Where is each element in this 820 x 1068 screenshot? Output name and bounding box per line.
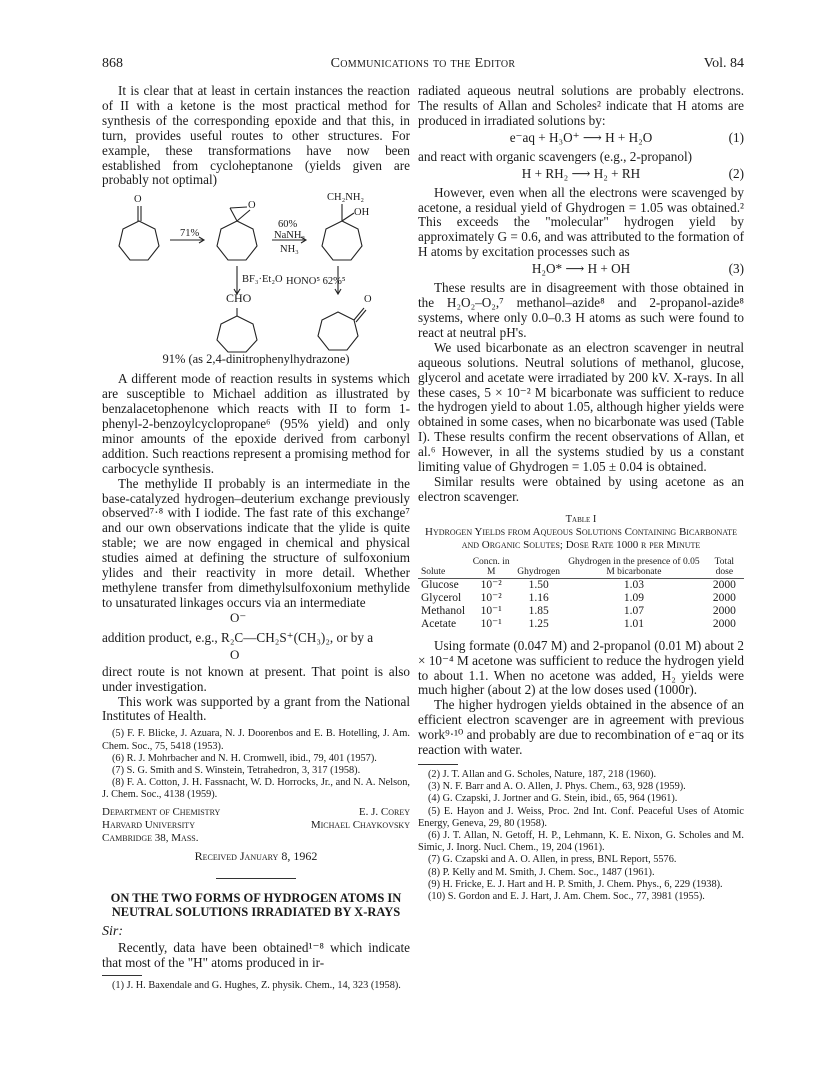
equation-text: e⁻aq + H₃O⁺ ⟶ H + H₂O [509, 129, 653, 145]
table-header: Ghydrogen [514, 556, 563, 579]
arrow2-label-yield: 60% [278, 219, 298, 231]
epoxide-ring [217, 221, 257, 260]
paragraph: Using formate (0.047 M) and 2-propanol (0.01 M) about 2 × 10⁻⁴ M acetone was sufficient to reduce the hydrogen yield to about 1.1. When no acetone was added, H₂ yields were much higher (about 2) at the low doses used (1000r). [418, 637, 744, 698]
table-cell: 2000 [712, 617, 736, 630]
formula-top: O⁻ [230, 609, 247, 625]
table-cell: Glycerol [421, 591, 462, 604]
salutation: Sir: [102, 923, 123, 939]
amine-substituent: CH₂NH₂ [327, 192, 365, 204]
reference: (4) G. Czapski, J. Jortner and G. Stein, ibid., 65, 964 (1961). [428, 793, 678, 805]
aldehyde-ring [217, 316, 257, 352]
paragraph: The methylide II probably is an intermediate in the base-catalyzed hydrogen–deuterium exchange previously observed⁷·⁸ with I iodide. The fast rate of this exchange⁷ and our own observations indicate that the ylide is quite stable; we are now engaged in chemical and physical studies aimed at defining the structure of sulfoxonium ylides and their reactivity in more detail. Whether methylene transfer from dimethylsulfoxonium methylide to unsaturated linkages occurs via an intermediate [102, 475, 410, 610]
ketone-o-label: O [364, 294, 372, 306]
reference: (9) H. Fricke, E. J. Hart and H. P. Smith, J. Chem. Phys., 6, 229 (1938). [428, 878, 723, 890]
equation-number: (1) [728, 129, 744, 145]
paragraph: Similar results were obtained by using acetone as an electron scavenger. [418, 473, 744, 504]
table-cell: 1.16 [528, 591, 549, 604]
journal-section-title: Communications to the Editor [330, 56, 516, 71]
paragraph: direct route is not known at present. That point is also under investigation. [102, 663, 410, 694]
paragraph: It is clear that at least in certain instances the reaction of II with a ketone is the most practical method for synthesis of the corresponding epoxide and that this, in turn, provides useful routes to other structures. For example, these transformations have now been established from cycloheptanone (yields given are probably not optimal) [102, 83, 410, 188]
arrow2-label-reagent: NaNH₂ [274, 230, 306, 242]
equation-number: (3) [728, 261, 744, 277]
divider [216, 878, 296, 879]
table-cell: 2000 [712, 591, 736, 604]
author-1: E. J. Corey [358, 805, 410, 818]
data-table [418, 556, 744, 631]
paragraph: Recently, data have been obtained¹⁻⁸ which indicate that most of the "H" atoms produced in ir- [102, 940, 410, 971]
table-cell: 2000 [712, 604, 736, 617]
table-cell: 10⁻² [480, 578, 502, 591]
reference: (6) R. J. Mohrbacher and N. H. Cromwell, ibid., 79, 401 (1957). [112, 752, 377, 764]
table-label: Table I [565, 513, 597, 525]
table-cell: Acetate [421, 617, 457, 630]
reference: (7) S. G. Smith and S. Winstein, Tetrahedron, 3, 317 (1958). [112, 764, 361, 776]
equation-1 [418, 131, 744, 148]
table-cell: Methanol [421, 604, 466, 617]
reference: (3) N. F. Barr and A. O. Allen, J. Phys. Chem., 63, 928 (1959). [428, 781, 686, 793]
table-cell: 1.09 [623, 591, 644, 604]
hono-label: HONO⁵ 62%⁵ [286, 276, 346, 288]
table-row [418, 618, 744, 631]
article-title: ON THE TWO FORMS OF HYDROGEN ATOMS IN NEUTRAL SOLUTIONS IRRADIATED BY X-RAYS [110, 890, 402, 919]
reference: (5) E. Hayon and J. Weiss, Proc. 2nd Int. Conf. Peaceful Uses of Atomic Energy, Geneva, 29, 80 (1958). [418, 805, 744, 829]
table-cell: 1.50 [528, 578, 549, 591]
paragraph: These results are in disagreement with those obtained in the H₂O₂–O₂,⁷ methanol–azide⁸ and 2-propanol-azide⁸ systems, where only 0.0–0.3 H atoms as such were found to react at neutral pH's. [418, 280, 744, 340]
paragraph: This work was supported by a grant from the National Institutes of Health. [102, 693, 410, 724]
oxygen-label: O [134, 194, 142, 206]
table-cell: 1.03 [623, 578, 644, 591]
table-row [418, 592, 744, 605]
reference: (2) J. T. Allan and G. Scholes, Nature, 187, 218 (1960). [428, 769, 657, 780]
received-date: Received January 8, 1962 [194, 848, 318, 863]
table-cell: 1.01 [623, 617, 644, 630]
ketone-ring [318, 312, 358, 350]
equation-text: H₂O* ⟶ H + OH [531, 261, 631, 277]
paragraph: We used bicarbonate as an electron scavenger in neutral aqueous solutions. Neutral solutions of methanol, glucose, glycerol and acetate were irradiated by 200 kV. X-rays. In all these cases, 5 × 10⁻² M bicarbonate was sufficient to reduce the hydrogen yield to about 1.05, although higher yields were obtained in some cases, when no bicarbonate was used (Table I). These results confirm the recent observations of Allan, et al.⁶ However, in all the systems studied by us a constant limiting value of Ghydrogen = 1.05 ± 0.04 is obtained. [418, 339, 744, 475]
formula-bottom: O [230, 646, 240, 662]
table-row [418, 605, 744, 618]
reference: (6) J. T. Allan, N. Getoff, H. P., Lehmann, K. E. Nixon, G. Scholes and M. Simic, J. Inorg. Nucl. Chem., 19, 204 (1961). [418, 830, 744, 854]
cycloheptanone-ring [119, 221, 159, 260]
table-cell: 10⁻² [480, 591, 502, 604]
author-2: Michael Chaykovsky [310, 818, 410, 831]
equation-text: H + RH₂ ⟶ H₂ + RH [521, 165, 641, 181]
paragraph: and react with organic scavengers (e.g., 2-propanol) [418, 148, 693, 164]
paragraph: The higher hydrogen yields obtained in the absence of an efficient electron scavenger are in agreement with previous work⁹·¹⁰ and probably are due to recombination of e⁻aq or its reaction with water. [418, 697, 744, 758]
volume-label: Vol. 84 [703, 56, 744, 71]
reference: (1) J. H. Baxendale and G. Hughes, Z. physik. Chem., 14, 323 (1958). [112, 980, 401, 992]
left-references [102, 728, 410, 801]
table-header: Solute [418, 556, 468, 579]
page-header [102, 56, 744, 74]
table-cell: 1.25 [528, 617, 549, 630]
table-caption: Hydrogen Yields from Aqueous Solutions Containing Bicarbonate and Organic Solutes; Dose Rate 1000 r per Minute [425, 525, 737, 551]
epoxide-o-label: O [248, 200, 256, 212]
right-column [418, 84, 744, 903]
formula-line [102, 611, 410, 665]
reference: (8) P. Kelly and M. Smith, J. Chem. Soc., 1487 (1961). [428, 866, 655, 878]
down-arrow-label: BF₃·Et₂O [242, 274, 283, 286]
affiliation-line-3: Cambridge 38, Mass. [102, 831, 199, 844]
page-number: 868 [102, 56, 123, 71]
table-cell: 10⁻¹ [480, 604, 502, 617]
reference: (7) G. Czapski and A. O. Allen, in press, BNL Report, 5576. [428, 854, 677, 866]
left-footnote [102, 980, 410, 992]
table-header-row [418, 556, 744, 579]
equation-3 [418, 262, 744, 279]
table-cell: 1.07 [623, 604, 644, 617]
scheme-caption: 91% (as 2,4-dinitrophenylhydrazone) [162, 352, 350, 367]
hydroxyl-substituent: OH [354, 207, 370, 219]
table-cell: 1.85 [528, 604, 549, 617]
amino-alcohol-ring [322, 221, 362, 260]
left-column [102, 84, 410, 992]
affiliation-line-1: Department of Chemistry [102, 805, 221, 818]
reference: (10) S. Gordon and E. J. Hart, J. Am. Chem. Soc., 77, 3981 (1955). [428, 891, 705, 903]
footnote-divider [418, 764, 458, 765]
equation-number: (2) [728, 165, 744, 181]
cho-label: CHO [226, 291, 252, 306]
reference: (5) F. F. Blicke, J. Azuara, N. J. Doorenbos and E. B. Hotelling, J. Am. Chem. Soc., 75, 5418 (1953). [102, 728, 410, 752]
table-cell: 10⁻¹ [480, 617, 502, 630]
table-header: Total dose [705, 556, 744, 579]
reference: (8) F. A. Cotton, J. H. Fassnacht, W. D. Horrocks, Jr., and N. A. Nelson, J. Chem. Soc., 4138 (1959). [102, 777, 410, 801]
table-header: Ghydrogen in the presence of 0.05 M bicarbonate [563, 556, 705, 579]
footnote-divider [102, 975, 142, 976]
paragraph: However, even when all the electrons were scavenged by acetone, a residual yield of Ghydrogen = 1.05 was obtained.² This exceeds the "molecular" hydrogen yield by approximately G = 0.6, and was attributed to the formation of H atoms by excitation processes such as [418, 184, 744, 260]
arrow1-label: 71% [180, 228, 200, 240]
table-cell: 2000 [712, 578, 736, 591]
table-row [418, 578, 744, 592]
arrow2-label-solvent: NH₃ [280, 244, 299, 256]
table-header: Concn. in M [468, 556, 514, 579]
formula-mid: addition product, e.g., R₂C—CH₂S⁺(CH₃)₂, or by a [102, 629, 374, 645]
table-cell: Glucose [421, 578, 459, 591]
affiliation-line-2: Harvard University [102, 818, 195, 831]
right-references [418, 769, 744, 903]
affiliation-block [102, 806, 410, 845]
reaction-scheme [102, 190, 410, 350]
equation-2 [418, 167, 744, 184]
paragraph: A different mode of reaction results in systems which are susceptible to Michael addition as illustrated by benzalacetophenone which reacts with II to form 1-phenyl-2-benzoylcyclopropane⁶ (95% yield) and only minor amounts of the epoxide derived from carbonyl addition. Such reactions represent a promising method for carbocycle synthesis. [102, 371, 410, 476]
paragraph: radiated aqueous neutral solutions are probably electrons. The results of Allan and Scholes² indicate that H atoms are produced in irradiated solutions by: [418, 83, 744, 128]
